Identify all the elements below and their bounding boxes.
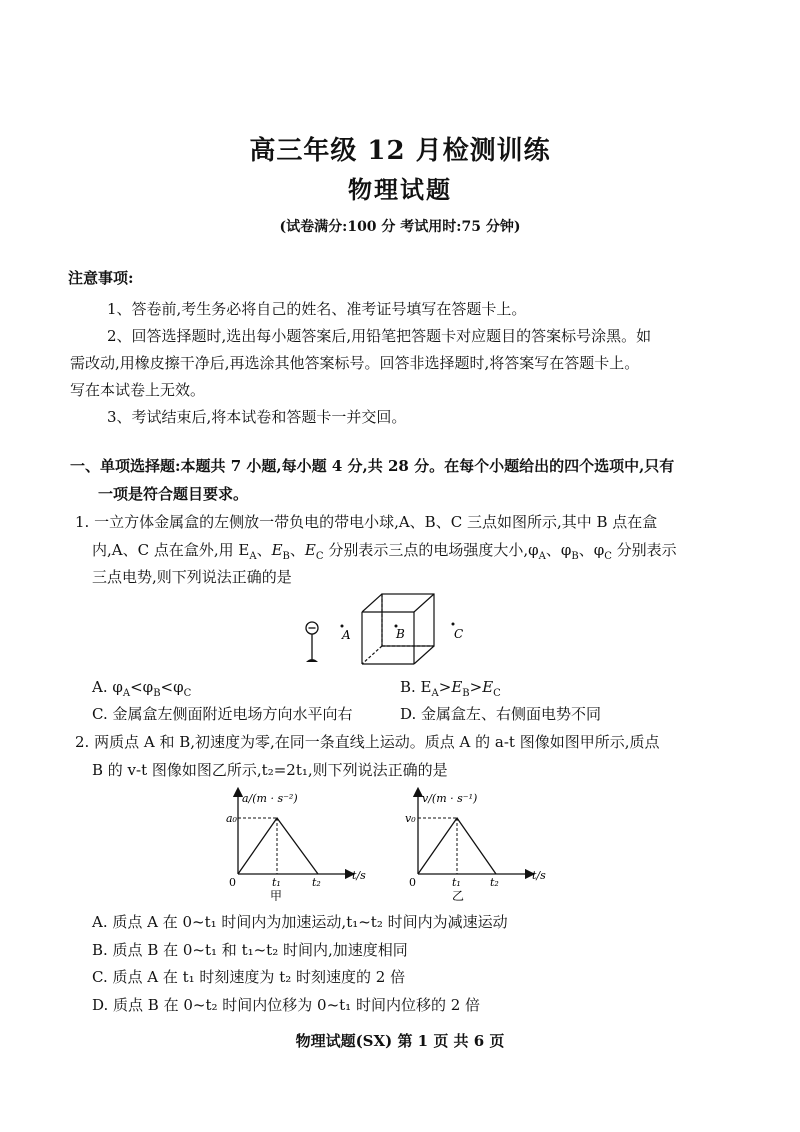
- graph-yi: [402, 786, 552, 901]
- graph-jia-xlabel: t/s: [352, 869, 366, 882]
- q1-stem-line3: 三点电势,则下列说法正确的是: [92, 568, 292, 586]
- point-b-label: B: [396, 627, 405, 641]
- q1-option-b: B. $E_A>E_B>E_C$: [400, 678, 501, 699]
- q1-option-d: D. 金属盒左、右侧面电势不同: [400, 705, 602, 723]
- exam-meta: (试卷满分:100 分 考试用时:75 分钟): [279, 219, 521, 235]
- graph-jia-t1: t₁: [272, 876, 281, 889]
- page-footer: 物理试题(SX) 第 1 页 共 6 页: [295, 1032, 505, 1050]
- graph-yi-caption: 乙: [452, 889, 465, 901]
- graph-yi-peak-label: v₀: [405, 812, 416, 825]
- section-heading: 一、单项选择题:本题共 7 小题,每小题 4 分,共 28 分。在每个小题给出的四个选项中,只有: [70, 457, 675, 475]
- graph-jia: [222, 786, 372, 901]
- notice-item-2-cont: 需改动,用橡皮擦干净后,再选涂其他答案标号。回答非选择题时,将答案写在答题卡上。: [70, 354, 640, 372]
- graph-yi-t1: t₁: [452, 876, 461, 889]
- point-c-label: C: [454, 627, 464, 641]
- point-a-label: A: [342, 628, 351, 642]
- notice-item-2-end: 写在本试卷上无效。: [70, 381, 206, 399]
- page-title: 高三年级 12 月检测训练: [249, 136, 551, 166]
- section-heading-cont: 一项是符合题目要求。: [98, 485, 249, 503]
- q2-option-c: C. 质点 A 在 t₁ 时刻速度为 t₂ 时刻速度的 2 倍: [92, 968, 406, 986]
- graph-jia-caption: 甲: [270, 889, 283, 901]
- q1-stem-line1: 1. 一立方体金属盒的左侧放一带负电的带电小球,A、B、C 三点如图所示,其中 B 点在盒: [75, 513, 658, 531]
- graph-jia-peak-label: a₀: [226, 812, 237, 825]
- graph-yi-origin: 0: [409, 876, 416, 889]
- graph-yi-xlabel: t/s: [532, 869, 546, 882]
- graph-jia-ylabel: a/(m · s⁻²): [242, 792, 298, 805]
- q2-option-a: A. 质点 A 在 0~t₁ 时间内为加速运动,t₁~t₂ 时间内为减速运动: [92, 913, 508, 931]
- q2-option-d: D. 质点 B 在 0~t₂ 时间内位移为 0~t₁ 时间内位移的 2 倍: [92, 996, 481, 1014]
- q1-figure: [296, 584, 486, 670]
- notice-heading: 注意事项:: [68, 269, 134, 287]
- graph-jia-origin: 0: [229, 876, 236, 889]
- charged-ball-icon: [306, 622, 318, 662]
- point-c-marker: [452, 623, 455, 626]
- notice-item-3: 3、考试结束后,将本试卷和答题卡一并交回。: [107, 408, 407, 426]
- graph-jia-line: [238, 818, 318, 874]
- q2-stem-line1: 2. 两质点 A 和 B,初速度为零,在同一条直线上运动。质点 A 的 a-t 图像如图甲所示,质点: [75, 733, 660, 751]
- notice-item-2: 2、回答选择题时,选出每小题答案后,用铅笔把答题卡对应题目的答案标号涂黑。如: [107, 327, 652, 345]
- q1-option-c: C. 金属盒左侧面附近电场方向水平向右: [92, 705, 353, 723]
- graph-yi-t2: t₂: [490, 876, 499, 889]
- page-subtitle: 物理试题: [348, 175, 452, 204]
- graph-jia-t2: t₂: [312, 876, 321, 889]
- q1-option-a: A. $\varphi_A<\varphi_B<\varphi_C$: [92, 678, 192, 699]
- graph-yi-ylabel: v/(m · s⁻¹): [422, 792, 478, 805]
- q2-stem-line2: B 的 v-t 图像如图乙所示,t₂=2t₁,则下列说法正确的是: [92, 761, 448, 779]
- q1-stem-line2: 内,A、C 点在盒外,用 $E_A$、$E_B$、$E_C$ 分别表示三点的电场强度大小$,\varphi_A$、$\varphi_B$、$\varphi_C$ 分别表示: [92, 541, 677, 562]
- notice-item-1: 1、答卷前,考生务必将自己的姓名、准考证号填写在答题卡上。: [107, 300, 527, 318]
- q2-option-b: B. 质点 B 在 0~t₁ 和 t₁~t₂ 时间内,加速度相同: [92, 941, 408, 959]
